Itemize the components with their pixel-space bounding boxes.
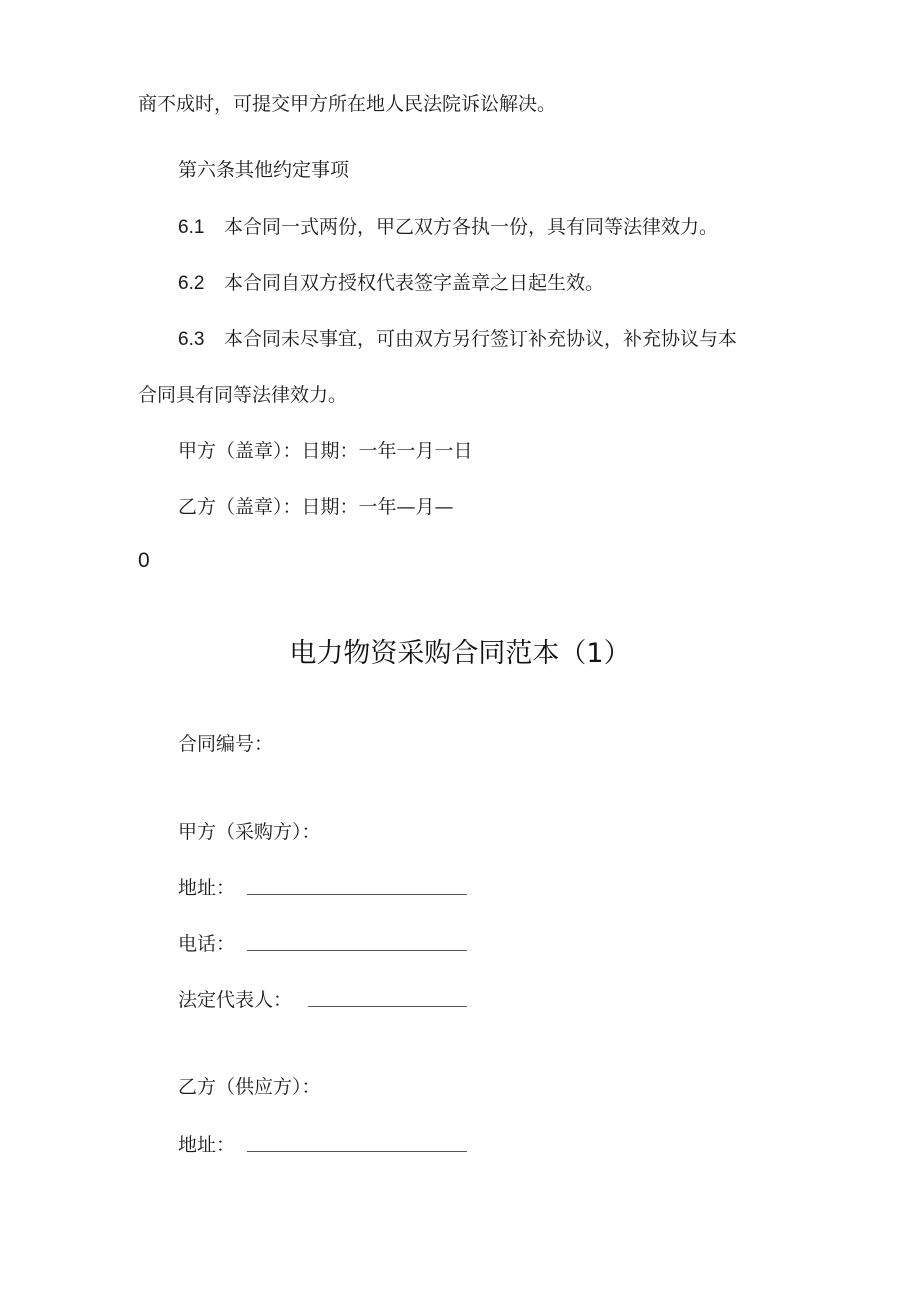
article-six-title: 第六条其他约定事项 bbox=[178, 159, 350, 181]
stray-mark: 0 bbox=[138, 549, 150, 572]
contract-number-label: 合同编号： bbox=[178, 733, 274, 755]
clause-number: 6.3 bbox=[178, 329, 205, 350]
party-a-phone-label: 电话： bbox=[178, 933, 236, 955]
party-a-signature-line: 甲方（盖章）：日期：一年一月一日 bbox=[178, 440, 473, 462]
party-a-address-blank bbox=[247, 894, 467, 895]
clause-6-2 bbox=[178, 271, 604, 296]
clause-text: 本合同自双方授权代表签字盖章之日起生效。 bbox=[224, 272, 605, 294]
contract-title: 电力物资采购合同范本（1） bbox=[289, 638, 631, 669]
party-b-signature-line: 乙方（盖章）：日期：一年—月— bbox=[178, 496, 454, 518]
clause-6-3-continuation: 合同具有同等法律效力。 bbox=[138, 384, 348, 406]
clause-text: 本合同一式两份，甲乙双方各执一份，具有同等法律效力。 bbox=[224, 216, 719, 238]
clause-6-1 bbox=[178, 215, 718, 240]
party-b-heading: 乙方（供应方）： bbox=[178, 1076, 321, 1098]
party-a-address-label: 地址： bbox=[178, 877, 236, 899]
party-b-address-label: 地址： bbox=[178, 1134, 236, 1156]
party-a-legal-rep-label: 法定代表人： bbox=[178, 989, 293, 1011]
party-b-address-blank bbox=[247, 1151, 467, 1152]
clause-6-3 bbox=[178, 327, 737, 352]
continuation-text: 商不成时，可提交甲方所在地人民法院诉讼解决。 bbox=[138, 93, 557, 115]
clause-number: 6.2 bbox=[178, 273, 205, 294]
party-a-legal-rep-blank bbox=[308, 1006, 467, 1007]
party-a-heading: 甲方（采购方）： bbox=[178, 821, 321, 843]
clause-number: 6.1 bbox=[178, 217, 205, 238]
clause-text: 本合同未尽事宜，可由双方另行签订补充协议，补充协议与本 bbox=[224, 328, 738, 350]
party-a-phone-blank bbox=[247, 950, 467, 951]
